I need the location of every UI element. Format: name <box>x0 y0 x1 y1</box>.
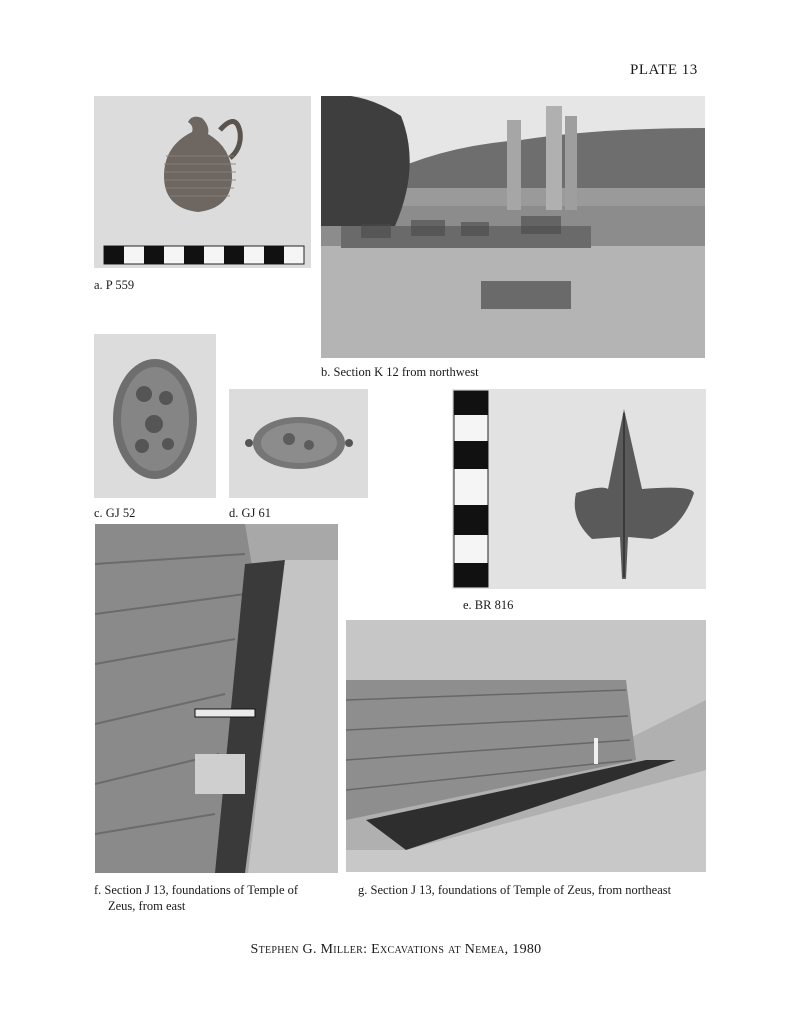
caption-a: a. P 559 <box>94 278 135 292</box>
photo-g-foundations-northeast <box>346 620 706 872</box>
footer-title: Excavations at Nemea <box>371 942 505 957</box>
caption-d: d. GJ 61 <box>229 506 272 520</box>
caption-e: e. BR 816 <box>463 598 514 612</box>
caption-c: c. GJ 52 <box>94 506 136 520</box>
photo-a-jug <box>94 96 311 268</box>
photo-b-landscape <box>321 96 705 358</box>
plate-label: PLATE 13 <box>630 62 698 78</box>
scale-bar <box>104 246 304 264</box>
photo-e-arrowhead <box>452 389 706 589</box>
caption-b: b. Section K 12 from northwest <box>321 365 479 379</box>
caption-f-line1: f. Section J 13, foundations of Temple of <box>94 883 299 897</box>
photo-d-gem <box>229 389 368 498</box>
footer-author: Stephen G. Miller <box>250 942 364 957</box>
vertical-scale-bar <box>454 391 488 587</box>
photo-f-foundations-east <box>95 524 338 873</box>
page-footer: Stephen G. Miller: Excavations at Nemea, 1980 <box>250 942 542 957</box>
photo-c-gem <box>94 334 216 498</box>
footer-year: 1980 <box>512 942 542 957</box>
caption-f-line2: Zeus, from east <box>108 899 186 913</box>
caption-g: g. Section J 13, foundations of Temple of Zeus, from northeast <box>358 883 672 897</box>
